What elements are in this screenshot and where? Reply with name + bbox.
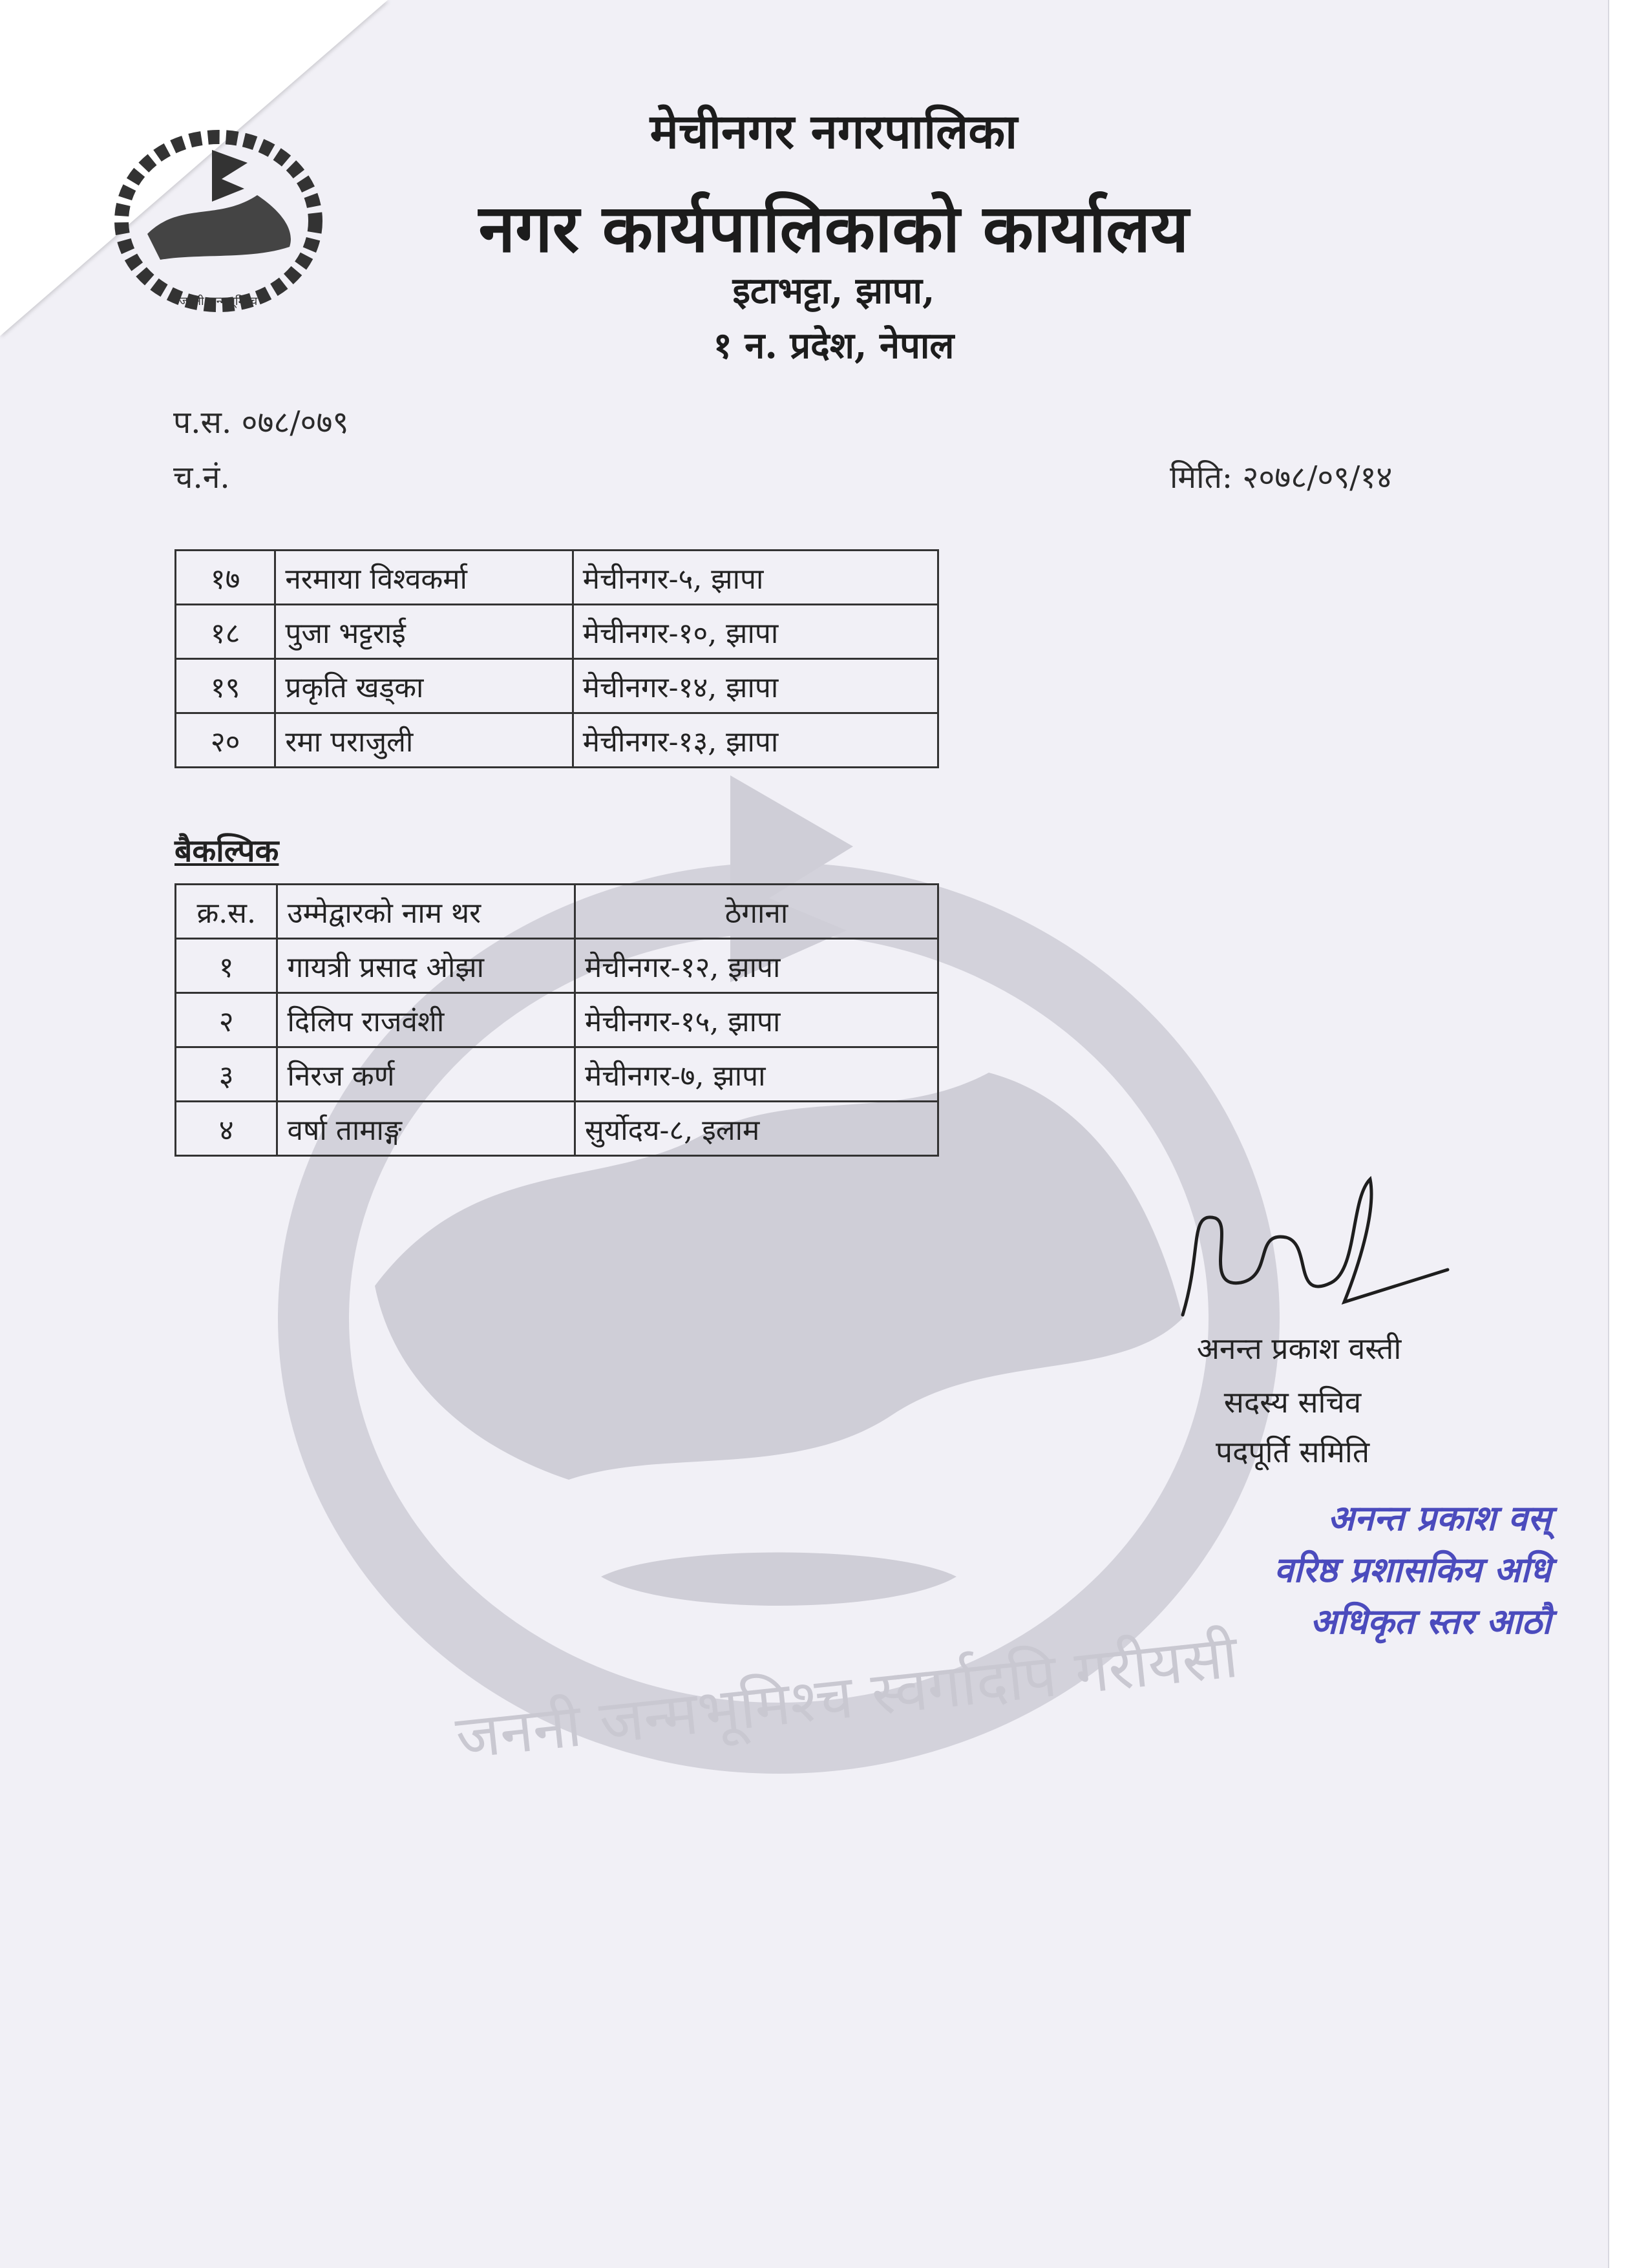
table-row [176, 939, 938, 993]
selected-candidates-table [174, 549, 939, 768]
letter-date: मिति: २०७८/०९/१४ [1170, 459, 1393, 496]
fiscal-year: प.स. ०७८/०७९ [173, 404, 349, 441]
table-header-row [176, 885, 938, 939]
address-cell: मेचीनगर-१३, झापा [573, 713, 938, 768]
table-row [176, 551, 938, 605]
office-province: १ न. प्रदेश, नेपाल [713, 324, 955, 367]
table-row [176, 605, 938, 659]
name-cell: पुजा भट्टराई [275, 605, 573, 659]
signatory-name: अनन्त प्रकाश वस्ती [1196, 1331, 1402, 1366]
address-cell: मेचीनगर-१२, झापा [575, 939, 938, 993]
name-cell: वर्षा तामाङ्ग [277, 1102, 575, 1156]
office-address: इटाभट्टा, झापा, [732, 269, 935, 312]
name-cell: गायत्री प्रसाद ओझा [277, 939, 575, 993]
table-row [176, 659, 938, 713]
serial-cell: २ [176, 993, 277, 1047]
reference-number: च.नं. [173, 459, 230, 496]
table-row [176, 713, 938, 768]
header-name: उम्मेद्वारको नाम थर [277, 885, 575, 939]
handwritten-signature [1163, 1173, 1454, 1354]
stamp-line-level: अधिकृत स्तर आठौ [1310, 1601, 1551, 1642]
address-cell: मेचीनगर-१५, झापा [575, 993, 938, 1047]
name-cell: प्रकृति खड्का [275, 659, 573, 713]
signatory-role: सदस्य सचिव [1223, 1385, 1362, 1420]
serial-cell: १९ [176, 659, 275, 713]
name-cell: दिलिप राजवंशी [277, 993, 575, 1047]
table-row [176, 1047, 938, 1102]
serial-cell: १८ [176, 605, 275, 659]
name-cell: रमा पराजुली [275, 713, 573, 768]
serial-cell: १ [176, 939, 277, 993]
serial-cell: २० [176, 713, 275, 768]
office-name: नगर कार्यपालिकाको कार्यालय [478, 190, 1189, 268]
stamp-line-title: वरिष्ठ प्रशासकिय अधि [1274, 1549, 1551, 1590]
address-cell: मेचीनगर-१४, झापा [573, 659, 938, 713]
watermark-motto: जननी जन्मभूमिश्च स्वर्गादपि गरीयसी [452, 1621, 1241, 1773]
header-address: ठेगाना [575, 885, 938, 939]
alternate-list-title: बैकल्पिक [174, 833, 279, 869]
serial-cell: १७ [176, 551, 275, 605]
address-cell: मेचीनगर-५, झापा [573, 551, 938, 605]
name-cell: निरज कर्ण [277, 1047, 575, 1102]
svg-text:जननी जन्मभूमिश्च: जननी जन्मभूमिश्च [179, 295, 258, 308]
name-cell: नरमाया विश्वकर्मा [275, 551, 573, 605]
municipality-name: मेचीनगर नगरपालिका [650, 104, 1018, 160]
signatory-committee: पदपूर्ति समिति [1215, 1434, 1370, 1469]
address-cell: मेचीनगर-१०, झापा [573, 605, 938, 659]
table-row [176, 993, 938, 1047]
stamp-line-name: अनन्त प्रकाश वस् [1327, 1497, 1551, 1538]
serial-cell: ४ [176, 1102, 277, 1156]
page-edge [1608, 0, 1648, 2268]
alternate-candidates-table [174, 883, 939, 1157]
table-row [176, 1102, 938, 1156]
serial-cell: ३ [176, 1047, 277, 1102]
header-serial: क्र.स. [176, 885, 277, 939]
address-cell: सुर्योदय-८, इलाम [575, 1102, 938, 1156]
address-cell: मेचीनगर-७, झापा [575, 1047, 938, 1102]
